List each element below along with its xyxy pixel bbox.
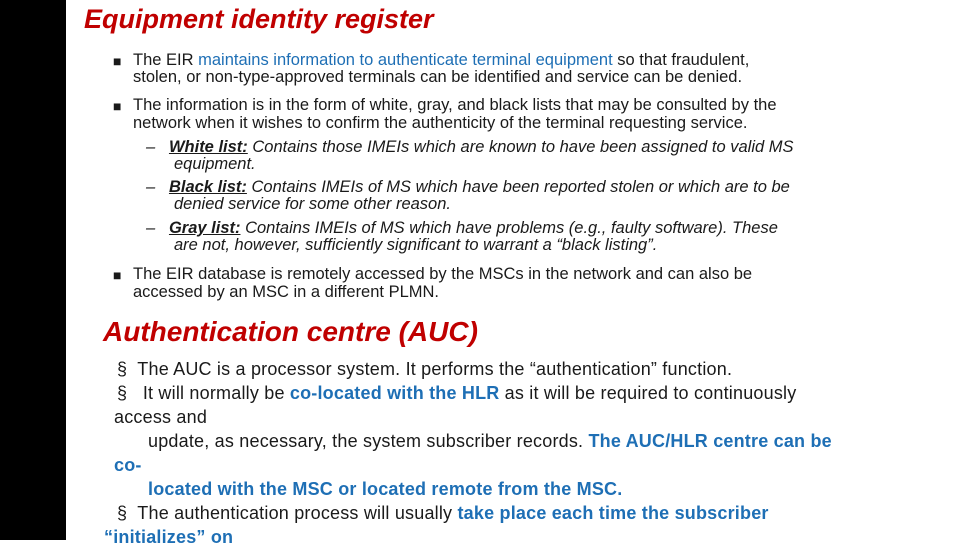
auc-line-3: access and: [114, 407, 208, 427]
auc-line-8: “initializes” on: [104, 527, 234, 547]
gray-list-cont: are not, however, sufficiently significant to warrant a “black listing”.: [174, 236, 658, 254]
left-decorative-bar: [0, 0, 66, 540]
highlight-text: maintains information to authenticate terminal equipment: [198, 51, 613, 69]
eir-bullet-1-line-2: stolen, or non-type-approved terminals can be identified and service can be denied.: [133, 68, 743, 86]
black-list-cont: denied service for some other reason.: [174, 195, 451, 213]
text-span: as it will be required to continuously: [499, 383, 797, 403]
dash: –: [146, 219, 156, 237]
auc-line-7: [117, 501, 769, 525]
text-span: The EIR: [133, 51, 199, 69]
highlight-text: co-located with the HLR: [289, 383, 500, 403]
eir-bullet-3-line-2: accessed by an MSC in a different PLMN.: [133, 283, 440, 301]
section-bullet-icon: §: [117, 503, 128, 523]
auc-line-2: [117, 381, 796, 405]
white-list-cont: equipment.: [174, 155, 256, 173]
gray-list-label: Gray list:: [168, 219, 241, 237]
auc-line-1: [117, 357, 732, 381]
eir-bullet-2-line-1: The information is in the form of white, gray, and black lists that may be consulted by the: [133, 96, 777, 114]
highlight-text: The AUC/HLR centre can be: [588, 431, 832, 451]
text-span: update, as necessary, the system subscriber records.: [148, 431, 589, 451]
auc-heading: Authentication centre (AUC): [103, 316, 478, 347]
section-bullet-icon: §: [117, 359, 128, 379]
dash: –: [146, 138, 156, 156]
text-span: The authentication process will usually: [137, 503, 458, 523]
text-span: The AUC is a processor system. It performs the “authentication” function.: [137, 359, 733, 379]
black-list-label: Black list:: [168, 178, 247, 196]
eir-bullet-2-line-2: network when it wishes to confirm the authenticity of the terminal requesting service.: [133, 114, 748, 132]
square-bullet-icon: ■: [113, 98, 122, 114]
auc-line-5: co-: [114, 455, 142, 475]
section-bullet-icon: §: [117, 383, 128, 403]
text-span: Contains those IMEIs which are known to have been assigned to valid MS: [247, 138, 794, 156]
text-span: so that fraudulent,: [612, 51, 750, 69]
text-span: Contains IMEIs of MS which have been reported stolen or which are to be: [246, 178, 790, 196]
dash: –: [146, 178, 156, 196]
white-list-label: White list:: [168, 138, 248, 156]
square-bullet-icon: ■: [113, 267, 122, 283]
auc-line-6: located with the MSC or located remote from the MSC.: [148, 479, 623, 499]
eir-bullet-3-line-1: The EIR database is remotely accessed by the MSCs in the network and can also be: [133, 265, 753, 283]
square-bullet-icon: ■: [113, 53, 122, 69]
eir-heading: Equipment identity register: [84, 4, 434, 34]
auc-line-4: [148, 429, 832, 453]
text-span: It will normally be: [142, 383, 290, 403]
text-span: Contains IMEIs of MS which have problems (e.g., faulty software). These: [240, 219, 778, 237]
highlight-text: take place each time the subscriber: [457, 503, 769, 523]
